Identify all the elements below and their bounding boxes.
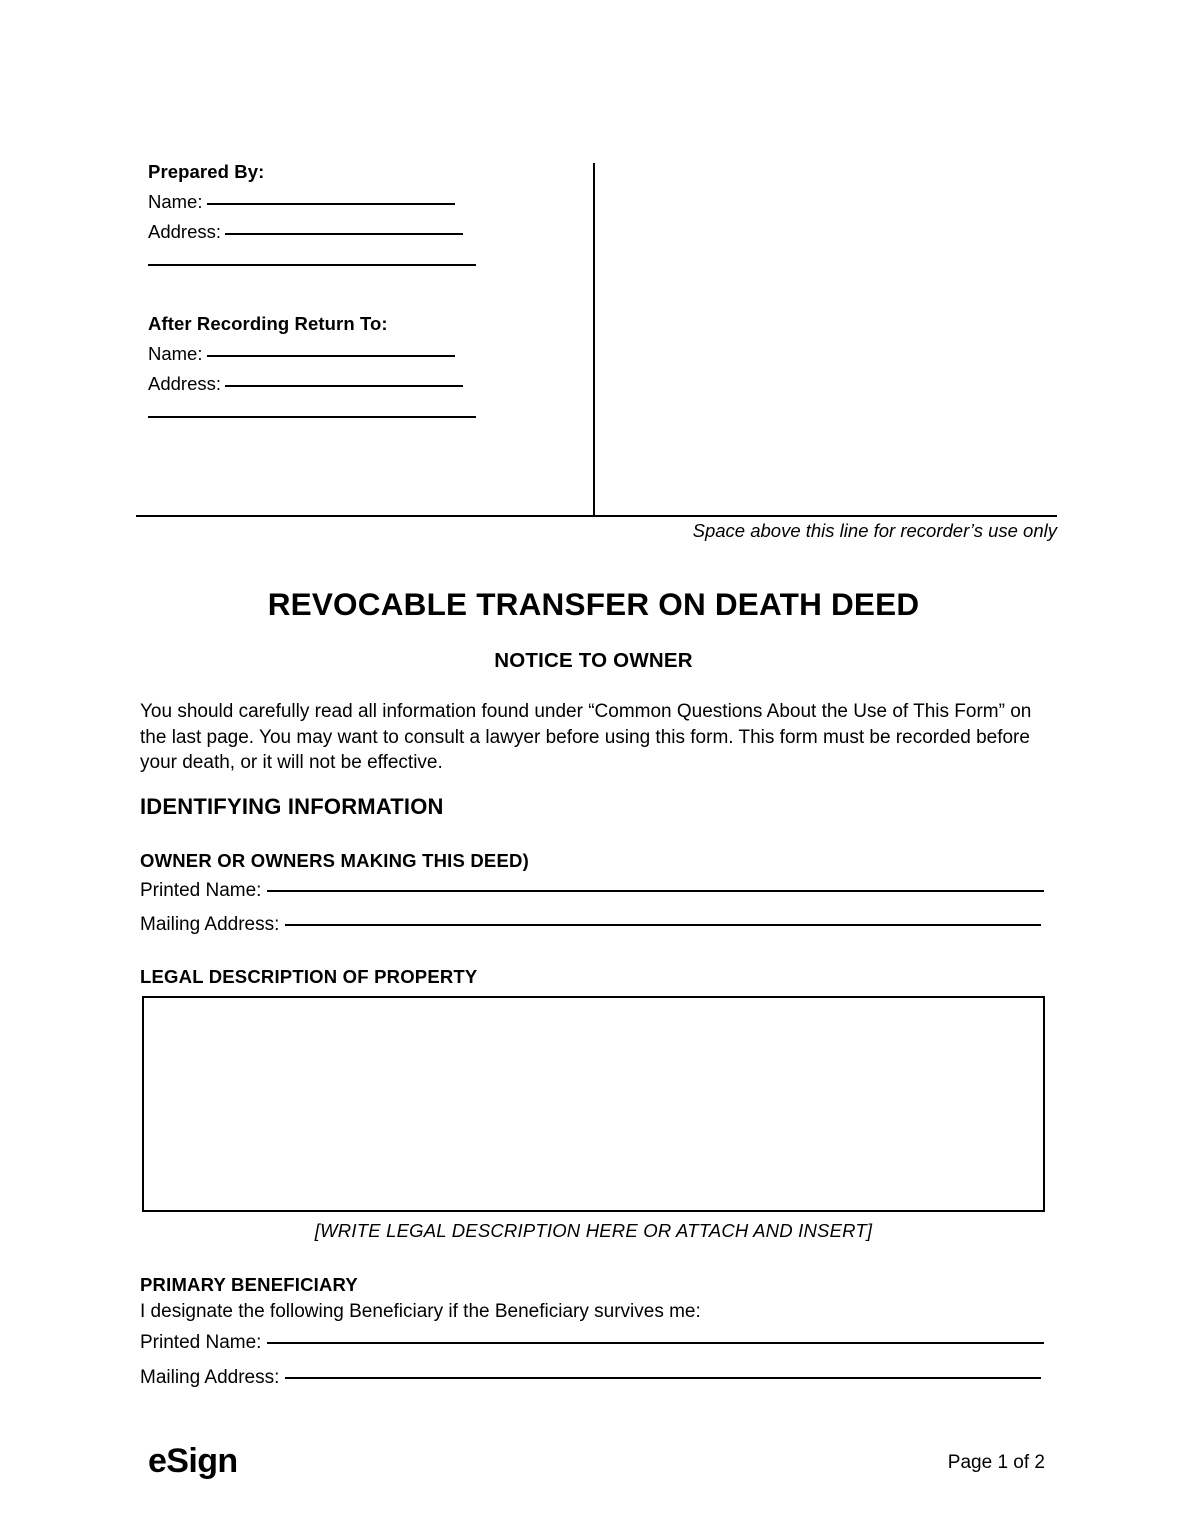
- recorder-left-column: [148, 163, 578, 424]
- recorder-bottom-rule: [136, 515, 1057, 517]
- after-recording-return-to-heading: After Recording Return To:: [148, 313, 388, 334]
- return-to-address-line2-input[interactable]: [148, 416, 476, 418]
- legal-description-caption: [WRITE LEGAL DESCRIPTION HERE OR ATTACH AND INSERT]: [314, 1220, 873, 1241]
- prepared-by-heading: Prepared By:: [148, 161, 265, 182]
- beneficiary-mailing-address-row: [140, 1368, 1041, 1387]
- owner-printed-name-row: [140, 881, 1044, 900]
- owner-mailing-address-label: Mailing Address:: [140, 914, 280, 935]
- return-to-address-row: [148, 375, 578, 394]
- prepared-by-address-input[interactable]: [225, 233, 463, 235]
- return-to-address-input[interactable]: [225, 385, 463, 387]
- beneficiary-mailing-address-label: Mailing Address:: [140, 1367, 280, 1388]
- recorder-use-caption: Space above this line for recorder’s use only: [692, 520, 1057, 541]
- beneficiary-mailing-address-input[interactable]: [285, 1377, 1041, 1379]
- return-to-name-row: [148, 342, 578, 364]
- prepared-by-address-label: Address:: [148, 221, 222, 242]
- beneficiary-printed-name-row: [140, 1333, 1044, 1352]
- prepared-by-name-input[interactable]: [207, 203, 455, 205]
- primary-beneficiary-section-title: PRIMARY BENEFICIARY: [140, 1274, 358, 1295]
- identifying-information-section-title: IDENTIFYING INFORMATION: [140, 794, 444, 819]
- return-to-address-label: Address:: [148, 373, 222, 394]
- prepared-by-address-row: [148, 223, 578, 242]
- notice-paragraph: You should carefully read all information found under “Common Questions About the Use of This Form” on the last page. You may want to consult a lawyer before using this form. This form must be recorded before your death, or it will not be effective.: [140, 701, 1032, 773]
- legal-description-textarea[interactable]: [142, 996, 1045, 1212]
- prepared-by-address-line2-row: [148, 254, 578, 273]
- owner-mailing-address-input[interactable]: [285, 924, 1041, 926]
- return-to-name-input[interactable]: [207, 355, 455, 357]
- primary-beneficiary-instruction: I designate the following Beneficiary if the Beneficiary survives me:: [140, 1301, 701, 1322]
- return-to-name-label: Name:: [148, 342, 203, 364]
- prepared-by-address-line2-input[interactable]: [148, 264, 476, 266]
- prepared-by-name-label: Name:: [148, 190, 203, 212]
- prepared-by-name-row: [148, 190, 578, 212]
- owner-making-deed-heading: OWNER OR OWNERS MAKING THIS DEED): [140, 850, 529, 871]
- beneficiary-printed-name-label: Printed Name:: [140, 1332, 262, 1353]
- recorder-use-block: [136, 155, 1057, 517]
- owner-printed-name-label: Printed Name:: [140, 880, 262, 901]
- page-indicator: Page 1 of 2: [947, 1452, 1045, 1473]
- return-to-address-line2-row: [148, 406, 578, 425]
- owner-mailing-address-row: [140, 915, 1041, 934]
- notice-to-owner-heading: NOTICE TO OWNER: [494, 649, 693, 672]
- owner-printed-name-input[interactable]: [267, 890, 1044, 892]
- page-title: REVOCABLE TRANSFER ON DEATH DEED: [267, 586, 920, 622]
- esign-logo: eSign: [148, 1442, 238, 1480]
- legal-description-section-title: LEGAL DESCRIPTION OF PROPERTY: [140, 966, 478, 987]
- recorder-block-spacer: [148, 272, 578, 315]
- recorder-vertical-divider: [593, 163, 595, 516]
- beneficiary-printed-name-input[interactable]: [267, 1342, 1044, 1344]
